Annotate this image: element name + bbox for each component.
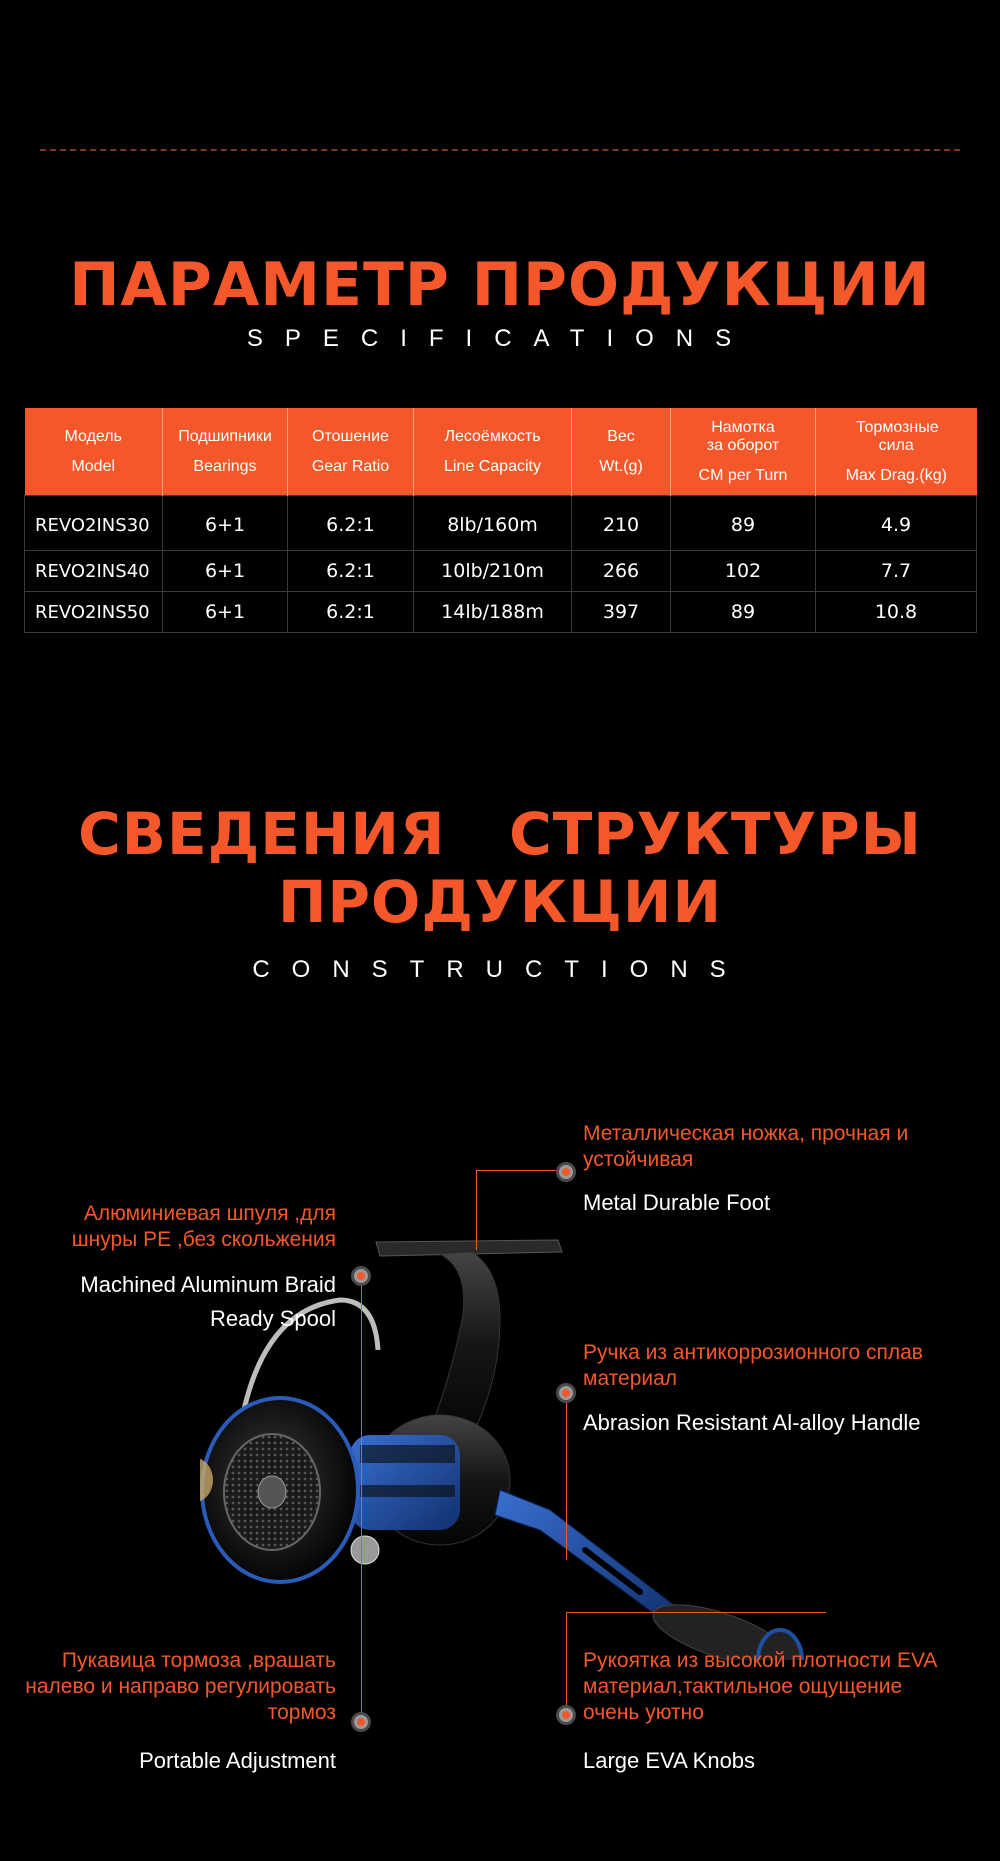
spool-label-en: Machined Aluminum Braid Ready Spool bbox=[80, 1272, 336, 1331]
handle-label-ru: Ручка из антикоррозионного сплав материал bbox=[583, 1341, 923, 1390]
constructions-title-line2: ПРОДУКЦИИ bbox=[277, 868, 723, 936]
cell-max-drag: 4.9 bbox=[816, 496, 977, 551]
drag-marker bbox=[351, 1712, 371, 1732]
knob-label-en: Large EVA Knobs bbox=[583, 1748, 756, 1773]
handle-marker bbox=[556, 1383, 576, 1403]
specifications-title: ПАРАМЕТР ПРОДУКЦИИ bbox=[69, 250, 931, 320]
top-divider bbox=[40, 149, 960, 151]
cell-max-drag: 7.7 bbox=[816, 551, 977, 592]
specifications-table bbox=[24, 408, 977, 633]
constructions-subtitle: CONSTRUCTIONS bbox=[252, 956, 748, 983]
table-header-row bbox=[25, 408, 977, 496]
handle-connector bbox=[566, 1400, 567, 1560]
header-weight: Вес Wt.(g) bbox=[572, 408, 671, 496]
cell-bearings: 6+1 bbox=[163, 496, 288, 551]
cell-line-capacity: 14lb/188m bbox=[414, 592, 572, 633]
constructions-title-line1: СВЕДЕНИЯ СТРУКТУРЫ bbox=[78, 800, 922, 868]
cell-model: REVO2INS40 bbox=[25, 551, 163, 592]
spool-label-ru: Алюминиевая шпуля ,для шнуры PE ,без скольжения bbox=[71, 1202, 336, 1251]
knob-marker bbox=[556, 1705, 576, 1725]
cell-max-drag: 10.8 bbox=[816, 592, 977, 633]
header-gear-ratio: Отошение Gear Ratio bbox=[288, 408, 414, 496]
cell-model: REVO2INS50 bbox=[25, 592, 163, 633]
header-model: Модель Model bbox=[25, 408, 163, 496]
cell-cm-per-turn: 89 bbox=[671, 496, 816, 551]
header-cm-per-turn: Намотка за оборот CM per Turn bbox=[671, 408, 816, 496]
spool-marker bbox=[351, 1266, 371, 1286]
cell-gear-ratio: 6.2:1 bbox=[288, 592, 414, 633]
cell-gear-ratio: 6.2:1 bbox=[288, 496, 414, 551]
cell-line-capacity: 8lb/160m bbox=[414, 496, 572, 551]
cell-weight: 266 bbox=[572, 551, 671, 592]
spool-connector bbox=[361, 1280, 362, 1720]
cell-weight: 210 bbox=[572, 496, 671, 551]
table-row bbox=[25, 592, 977, 633]
knob-connector-h bbox=[566, 1612, 826, 1613]
foot-connector-h bbox=[476, 1170, 566, 1171]
knob-connector bbox=[566, 1612, 567, 1712]
table-row bbox=[25, 496, 977, 551]
foot-connector bbox=[476, 1170, 477, 1250]
header-line-capacity: Лесоёмкость Line Capacity bbox=[414, 408, 572, 496]
foot-label-ru: Металлическая ножка, прочная и устойчивая bbox=[583, 1122, 909, 1171]
cell-gear-ratio: 6.2:1 bbox=[288, 551, 414, 592]
cell-model: REVO2INS30 bbox=[25, 496, 163, 551]
table-row bbox=[25, 551, 977, 592]
knob-label-ru: Рукоятка из высокой плотности EVA материал,тактильное ощущение очень уютно bbox=[583, 1649, 937, 1724]
drag-label-en: Portable Adjustment bbox=[139, 1748, 336, 1773]
cell-cm-per-turn: 89 bbox=[671, 592, 816, 633]
cell-line-capacity: 10lb/210m bbox=[414, 551, 572, 592]
cell-cm-per-turn: 102 bbox=[671, 551, 816, 592]
handle-label-en: Abrasion Resistant Al-alloy Handle bbox=[583, 1410, 921, 1435]
header-bearings: Подшипники Bearings bbox=[163, 408, 288, 496]
foot-label-en: Metal Durable Foot bbox=[583, 1190, 771, 1215]
foot-marker bbox=[556, 1162, 576, 1182]
drag-label-ru: Пукавица тормоза ,врашать налево и направо регулировать тормоз bbox=[25, 1649, 336, 1724]
cell-bearings: 6+1 bbox=[163, 592, 288, 633]
header-max-drag: Тормозные сила Max Drag.(kg) bbox=[816, 408, 977, 496]
cell-bearings: 6+1 bbox=[163, 551, 288, 592]
specifications-subtitle: SPECIFICATIONS bbox=[246, 325, 754, 352]
cell-weight: 397 bbox=[572, 592, 671, 633]
